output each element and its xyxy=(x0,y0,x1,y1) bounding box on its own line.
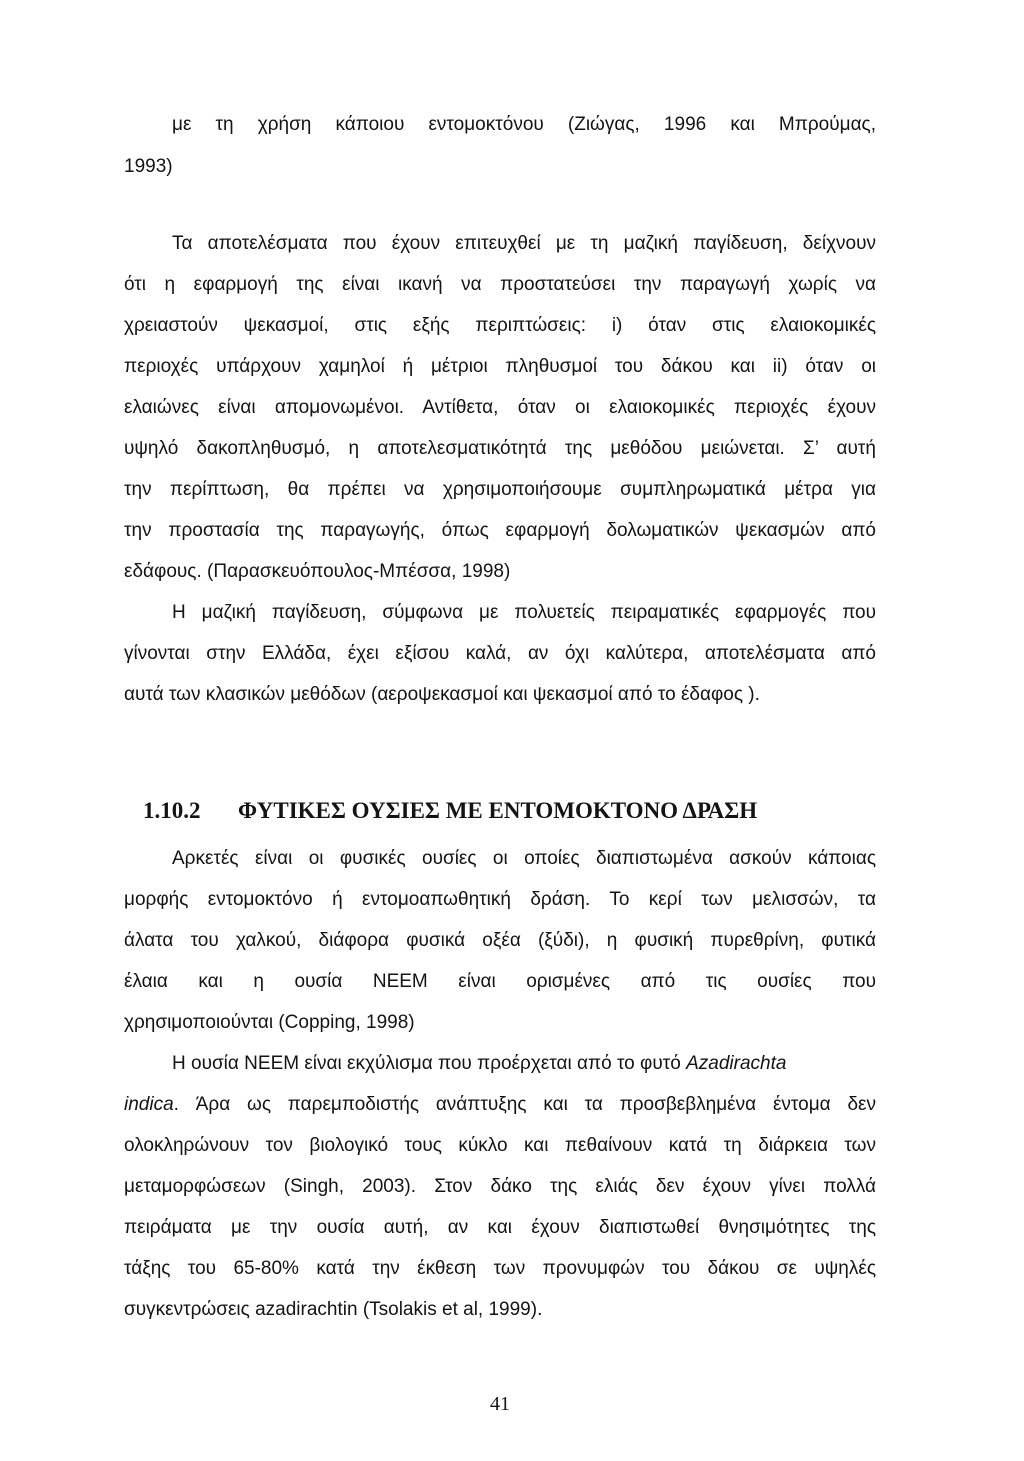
text-line: την προστασία της παραγωγής, όπως εφαρμογή δολωματικών ψεκασμών από xyxy=(124,520,876,541)
text-line: μεταμορφώσεων (Singh, 2003). Στον δάκο της ελιάς δεν έχουν γίνει πολλά xyxy=(124,1176,876,1197)
text-line: συγκεντρώσεις azadirachtin (Tsolakis et al, 1999). xyxy=(124,1299,543,1320)
text-line: υψηλό δακοπληθυσμό, η αποτελεσματικότητά της μεθόδου μειώνεται. Σ’ αυτή xyxy=(124,438,876,459)
text-span: . Άρα ως παρεμποδιστής ανάπτυξης και τα προσβεβλημένα έντομα δεν xyxy=(173,1094,876,1115)
text-line: αυτά των κλασικών μεθόδων (αεροψεκασμοί και ψεκασμοί από το έδαφος ). xyxy=(124,684,760,705)
text-line: χρησιμοποιούνται (Copping, 1998) xyxy=(124,1012,415,1033)
text-line xyxy=(124,1093,876,1117)
text-line: ότι η εφαρμογή της είναι ικανή να προστατεύσει την παραγωγή χωρίς να xyxy=(124,274,876,295)
section-title: ΦΥΤΙΚΕΣ ΟΥΣΙΕΣ ΜΕ ΕΝΤΟΜΟΚΤΟΝΟ ΔΡΑΣΗ xyxy=(238,798,758,823)
text-line: πειράματα με την ουσία αυτή, αν και έχουν διαπιστωθεί θνησιμότητες της xyxy=(124,1217,876,1238)
text-line: ελαιώνες είναι απομονωμένοι. Αντίθετα, όταν οι ελαιοκομικές περιοχές έχουν xyxy=(124,397,876,418)
text-line: Η μαζική παγίδευση, σύμφωνα με πολυετείς πειραματικές εφαρμογές που xyxy=(172,602,876,623)
text-line: γίνονται στην Ελλάδα, έχει εξίσου καλά, αν όχι καλύτερα, αποτελέσματα από xyxy=(124,643,876,664)
text-line: εδάφους. (Παρασκευόπουλος-Μπέσσα, 1998) xyxy=(124,561,511,582)
text-line: άλατα του χαλκού, διάφορα φυσικά οξέα (ξύδι), η φυσική πυρεθρίνη, φυτικά xyxy=(124,930,876,951)
italic-species-name: Azadirachta xyxy=(686,1053,787,1074)
text-span: Η ουσία ΝΕΕΜ είναι εκχύλισμα που προέρχεται από το φυτό xyxy=(172,1053,687,1074)
text-line: χρειαστούν ψεκασμοί, στις εξής περιπτώσεις: i) όταν στις ελαιοκομικές xyxy=(124,315,876,336)
text-line: ολοκληρώνουν τον βιολογικό τους κύκλο και πεθαίνουν κατά τη διάρκεια των xyxy=(124,1135,876,1156)
text-line: 1993) xyxy=(124,156,173,177)
text-line xyxy=(172,1052,786,1076)
text-line: τάξης του 65-80% κατά την έκθεση των προνυμφών του δάκου σε υψηλές xyxy=(124,1258,876,1279)
text-line: έλαια και η ουσία ΝΕΕΜ είναι ορισμένες από τις ουσίες που xyxy=(124,971,876,992)
text-line: Τα αποτελέσματα που έχουν επιτευχθεί με τη μαζική παγίδευση, δείχνουν xyxy=(172,233,876,254)
text-line: την περίπτωση, θα πρέπει να χρησιμοποιήσουμε συμπληρωματικά μέτρα για xyxy=(124,479,876,500)
section-heading xyxy=(143,797,757,825)
section-number: 1.10.2 xyxy=(143,798,201,823)
page-number: 41 xyxy=(490,1393,510,1415)
text-line: Αρκετές είναι οι φυσικές ουσίες οι οποίες διαπιστωμένα ασκούν κάποιας xyxy=(172,848,876,869)
text-line: περιοχές υπάρχουν χαμηλοί ή μέτριοι πληθυσμοί του δάκου και ii) όταν οι xyxy=(124,356,876,377)
text-line: με τη χρήση κάποιου εντομοκτόνου (Ζιώγας, 1996 και Μπρούμας, xyxy=(172,114,876,135)
text-line: μορφής εντομοκτόνο ή εντομοαπωθητική δράση. Το κερί των μελισσών, τα xyxy=(124,889,876,910)
italic-species-name: indica xyxy=(124,1094,174,1115)
